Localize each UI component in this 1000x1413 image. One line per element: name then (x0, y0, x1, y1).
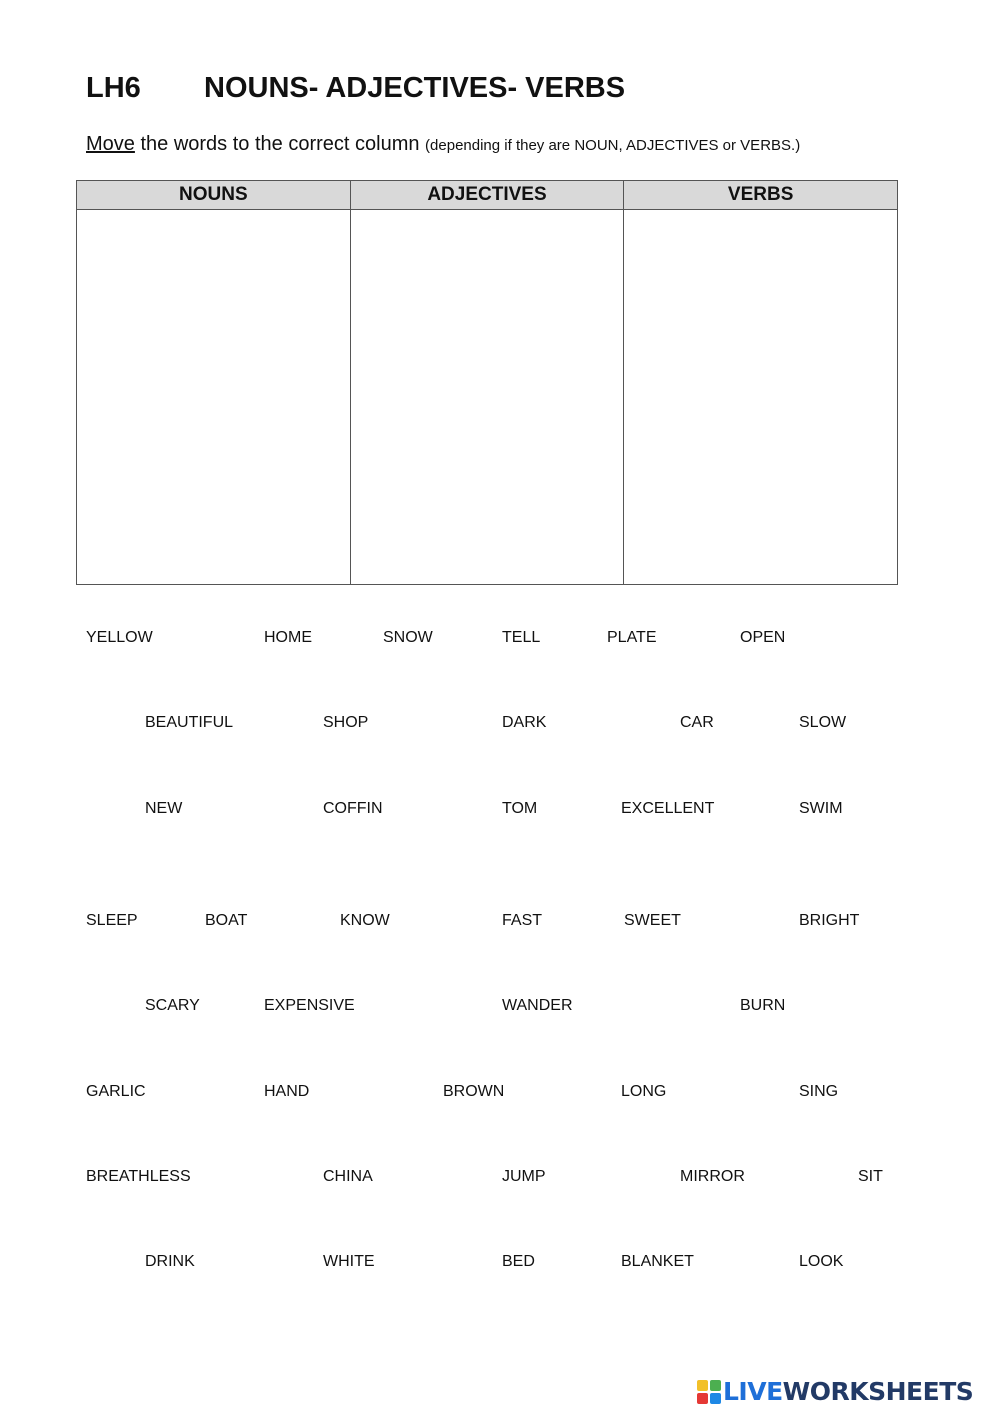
word-chip[interactable]: LONG (621, 1083, 667, 1100)
instruction-note: (depending if they are NOUN, ADJECTIVES or VERBS.) (425, 137, 801, 154)
logo-square-4 (710, 1393, 721, 1404)
word-chip[interactable]: SING (799, 1083, 839, 1100)
word-chip[interactable]: MIRROR (680, 1168, 745, 1185)
word-chip[interactable]: TOM (502, 800, 538, 817)
sorting-table (76, 180, 898, 585)
word-chip[interactable]: CHINA (323, 1168, 373, 1185)
instruction-verb: Move (86, 133, 135, 155)
word-chip[interactable]: OPEN (740, 629, 786, 646)
word-chip[interactable]: SWEET (624, 912, 681, 929)
word-chip[interactable]: SIT (858, 1168, 883, 1185)
word-chip[interactable]: SLEEP (86, 912, 138, 929)
liveworksheets-logo (697, 1377, 973, 1407)
instruction-text: the words to the correct column (134, 133, 426, 155)
word-chip[interactable]: BOAT (205, 912, 248, 929)
word-chip[interactable]: SHOP (323, 714, 369, 731)
word-chip[interactable]: BEAUTIFUL (145, 714, 234, 731)
word-chip[interactable]: TELL (502, 629, 541, 646)
word-chip[interactable]: HOME (264, 629, 312, 646)
word-chip[interactable]: BRIGHT (799, 912, 860, 929)
word-chip[interactable]: SNOW (383, 629, 433, 646)
word-chip[interactable]: NEW (145, 800, 183, 817)
word-chip[interactable]: KNOW (340, 912, 390, 929)
instructions (86, 131, 800, 159)
word-chip[interactable]: WANDER (502, 997, 573, 1014)
word-chip[interactable]: LOOK (799, 1253, 844, 1270)
word-chip[interactable]: WHITE (323, 1253, 375, 1270)
worksheet-heading: NOUNS- ADJECTIVES- VERBS (204, 72, 626, 104)
brand-live: LIVE (723, 1377, 783, 1406)
word-chip[interactable]: BROWN (443, 1083, 505, 1100)
column-header-nouns: NOUNS (77, 181, 351, 210)
word-chip[interactable]: COFFIN (323, 800, 383, 817)
brand-wordmark (723, 1377, 973, 1407)
word-chip[interactable]: PLATE (607, 629, 657, 646)
word-chip[interactable]: SLOW (799, 714, 847, 731)
word-chip[interactable]: FAST (502, 912, 543, 929)
word-chip[interactable]: CAR (680, 714, 714, 731)
column-header-row (77, 181, 898, 210)
word-chip[interactable]: EXCELLENT (621, 800, 715, 817)
liveworksheets-icon (697, 1380, 721, 1404)
worksheet-code: LH6 (86, 72, 141, 104)
word-chip[interactable]: BED (502, 1253, 535, 1270)
word-chip[interactable]: BURN (740, 997, 786, 1014)
worksheet-title (86, 70, 625, 106)
word-chip[interactable]: SCARY (145, 997, 200, 1014)
drop-zone-verbs[interactable] (624, 210, 898, 585)
word-chip[interactable]: DRINK (145, 1253, 195, 1270)
word-chip[interactable]: BREATHLESS (86, 1168, 191, 1185)
word-chip[interactable]: BLANKET (621, 1253, 694, 1270)
word-chip[interactable]: DARK (502, 714, 547, 731)
word-chip[interactable]: JUMP (502, 1168, 546, 1185)
word-chip[interactable]: YELLOW (86, 629, 153, 646)
brand-worksheets: WORKSHEETS (782, 1377, 974, 1406)
logo-square-2 (710, 1380, 721, 1391)
logo-square-1 (697, 1380, 708, 1391)
word-chip[interactable]: GARLIC (86, 1083, 146, 1100)
word-chip[interactable]: EXPENSIVE (264, 997, 355, 1014)
drop-zone-adjectives[interactable] (350, 210, 624, 585)
column-header-adjectives: ADJECTIVES (350, 181, 624, 210)
word-chip[interactable]: SWIM (799, 800, 843, 817)
column-header-verbs: VERBS (624, 181, 898, 210)
logo-square-3 (697, 1393, 708, 1404)
word-chip[interactable]: HAND (264, 1083, 310, 1100)
drop-zone-nouns[interactable] (77, 210, 351, 585)
